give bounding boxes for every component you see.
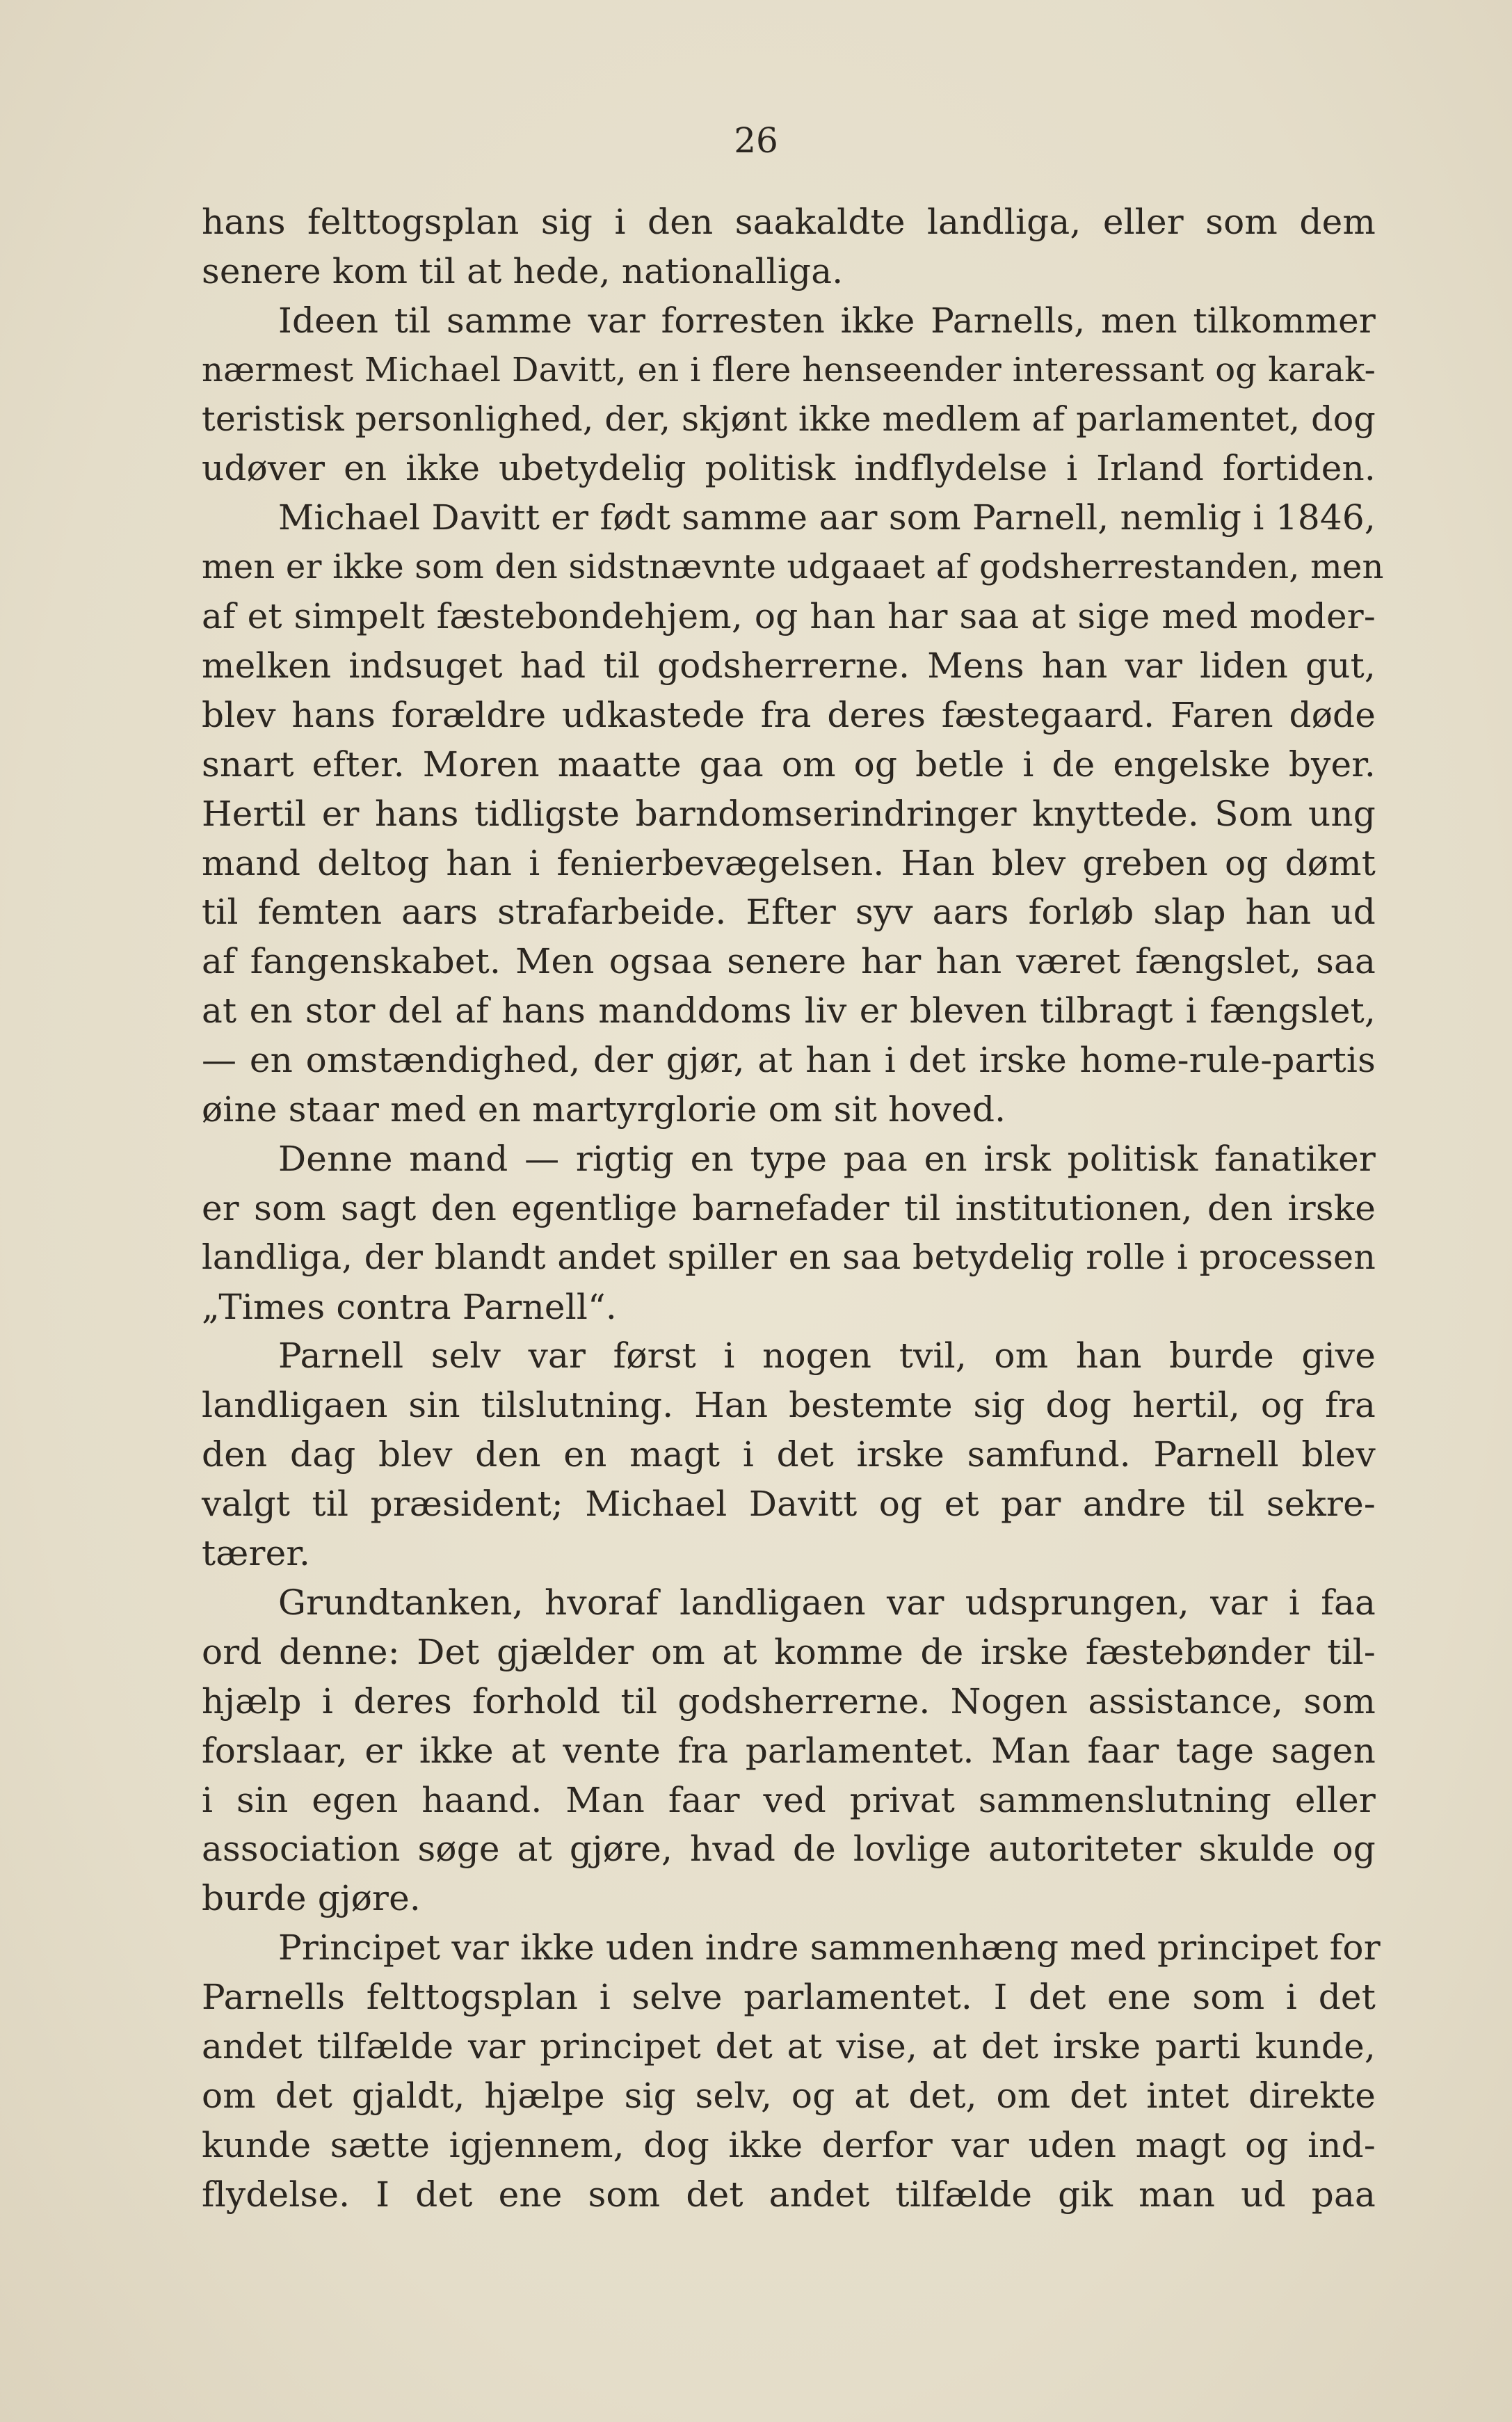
text-line: „Times contra Parnell“. xyxy=(202,1286,617,1327)
text-line: at en stor del af hans manddoms liv er bleven tilbragt i fængslet, xyxy=(202,991,1376,1032)
text-line: Denne mand — rigtig en type paa en irsk politisk fanatiker xyxy=(278,1138,1376,1179)
text-line: mand deltog han i fenierbevægelsen. Han blev greben og dømt xyxy=(202,842,1376,883)
text-line: Principet var ikke uden indre sammenhæng med principet for xyxy=(278,1927,1381,1968)
text-line: snart efter. Moren maatte gaa om og betle i de engelske byer. xyxy=(202,744,1376,785)
text-line: burde gjøre. xyxy=(202,1878,421,1919)
text-line: senere kom til at hede, nationalliga. xyxy=(202,250,844,291)
text-line: kunde sætte igjennem, dog ikke derfor var uden magt og ind- xyxy=(202,2124,1376,2165)
text-line: hans felttogsplan sig i den saakaldte landliga, eller som dem xyxy=(202,202,1376,242)
text-line: til femten aars strafarbeide. Efter syv aars forløb slap han ud xyxy=(202,892,1376,933)
text-line: valgt til præsident; Michael Davitt og et par andre til sekre- xyxy=(202,1484,1376,1525)
body-text xyxy=(202,198,1384,2220)
text-line: Hertil er hans tidligste barndomserindringer knyttede. Som ung xyxy=(202,793,1376,834)
text-line: af fangenskabet. Men ogsaa senere har han været fængslet, saa xyxy=(202,941,1376,982)
text-line: Ideen til samme var forresten ikke Parnells, men tilkommer xyxy=(278,300,1376,341)
text-line: landligaen sin tilslutning. Han bestemte sig dog hertil, og fra xyxy=(202,1385,1376,1426)
text-line: Parnell selv var først i nogen tvil, om han burde give xyxy=(278,1336,1376,1377)
text-line: ord denne: Det gjælder om at komme de irske fæstebønder til- xyxy=(202,1631,1376,1672)
text-line: Grundtanken, hvoraf landligaen var udsprungen, var i faa xyxy=(278,1582,1376,1623)
text-line: i sin egen haand. Man faar ved privat sammenslutning eller xyxy=(202,1779,1376,1820)
text-line: er som sagt den egentlige barnefader til institutionen, den irske xyxy=(202,1187,1376,1228)
page-number: 26 xyxy=(734,120,778,161)
text-line: Parnells felttogsplan i selve parlamentet. I det ene som i det xyxy=(202,1977,1376,2018)
text-line: melken indsuget had til godsherrerne. Mens han var liden gut, xyxy=(202,645,1376,687)
text-line: blev hans forældre udkastede fra deres fæstegaard. Faren døde xyxy=(202,694,1376,735)
text-line: tærer. xyxy=(202,1533,311,1574)
text-line: nærmest Michael Davitt, en i flere henseender interessant og karak- xyxy=(202,350,1376,390)
text-line: hjælp i deres forhold til godsherrerne. Nogen assistance, som xyxy=(202,1681,1376,1722)
text-line: landliga, der blandt andet spiller en saa betydelig rolle i processen xyxy=(202,1237,1376,1277)
text-line: association søge at gjøre, hvad de lovlige autoriteter skulde og xyxy=(202,1829,1376,1870)
text-line: forslaar, er ikke at vente fra parlamentet. Man faar tage sagen xyxy=(202,1730,1376,1771)
text-line: øine staar med en martyrglorie om sit hoved. xyxy=(202,1089,1006,1130)
text-line: teristisk personlighed, der, skjønt ikke medlem af parlamentet, dog xyxy=(202,399,1376,439)
text-line: — en omstændighed, der gjør, at han i det irske home-rule-partis xyxy=(202,1040,1376,1081)
text-line: flydelse. I det ene som det andet tilfælde gik man ud paa xyxy=(202,2174,1376,2215)
text-line: udøver en ikke ubetydelig politisk indflydelse i Irland fortiden. xyxy=(202,448,1376,489)
text-line: den dag blev den en magt i det irske samfund. Parnell blev xyxy=(202,1434,1376,1475)
text-line: af et simpelt fæstebondehjem, og han har saa at sige med moder- xyxy=(202,596,1376,637)
text-line: Michael Davitt er født samme aar som Parnell, nemlig i 1846, xyxy=(278,497,1376,538)
text-line: men er ikke som den sidstnævnte udgaaet af godsherrestanden, men xyxy=(202,547,1384,587)
text-line: andet tilfælde var principet det at vise, at det irske parti kunde, xyxy=(202,2026,1376,2067)
text-line: om det gjaldt, hjælpe sig selv, og at det, om det intet direkte xyxy=(202,2075,1376,2116)
